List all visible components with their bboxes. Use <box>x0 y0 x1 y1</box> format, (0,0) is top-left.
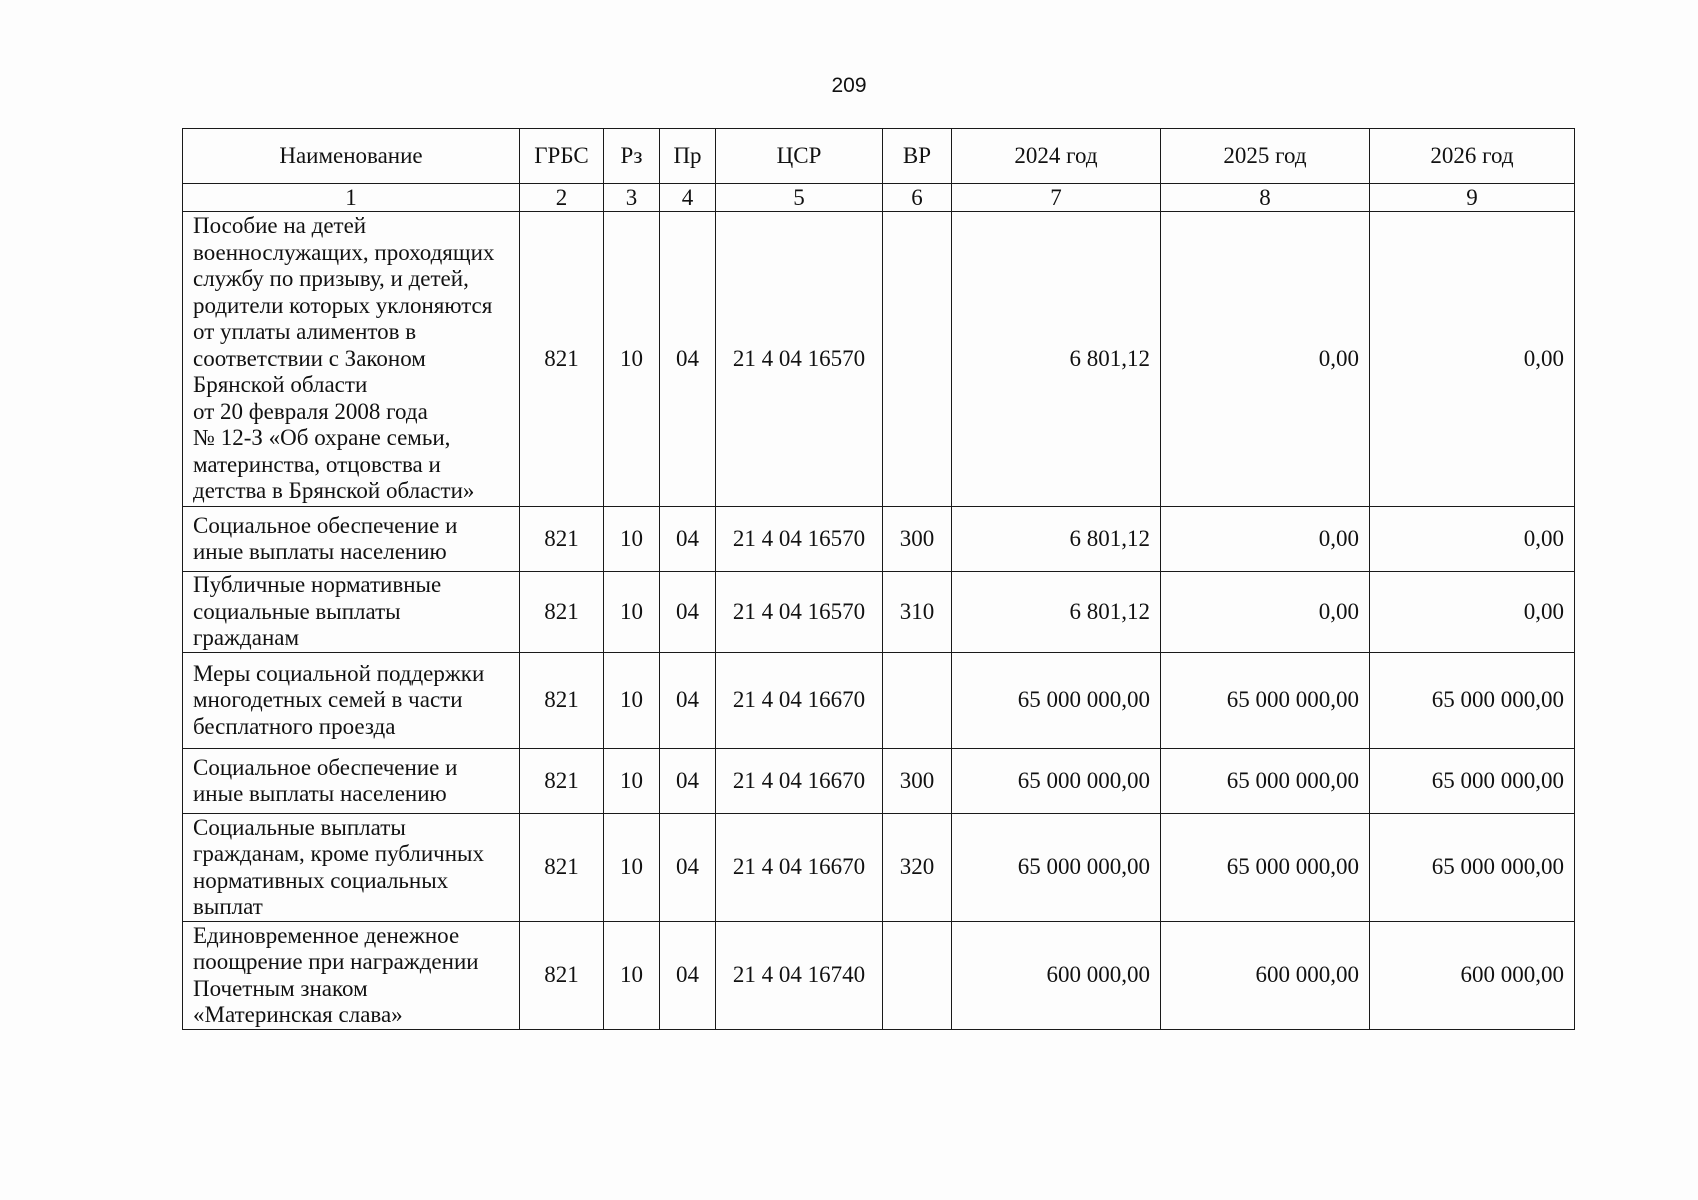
row-2025: 0,00 <box>1161 572 1370 653</box>
row-name <box>183 653 520 749</box>
row-csr: 21 4 04 16570 <box>716 507 883 572</box>
table-row <box>183 814 1575 922</box>
table-row <box>183 653 1575 749</box>
row-2025: 0,00 <box>1161 507 1370 572</box>
column-number: 3 <box>604 184 660 212</box>
column-number: 1 <box>183 184 520 212</box>
header-rz: Рз <box>604 129 660 184</box>
row-name-line: иные выплаты населению <box>193 781 447 806</box>
header-2025: 2025 год <box>1161 129 1370 184</box>
row-2026: 65 000 000,00 <box>1370 814 1575 922</box>
row-name-line: выплат <box>193 894 263 919</box>
row-pr: 04 <box>660 572 716 653</box>
column-number: 4 <box>660 184 716 212</box>
page-number: 209 <box>831 74 867 97</box>
row-name-line: гражданам, кроме публичных <box>193 841 485 866</box>
row-2025: 65 000 000,00 <box>1161 814 1370 922</box>
row-name-line: материнства, отцовства и <box>193 451 441 477</box>
row-name-line: от уплаты алиментов в <box>193 319 417 345</box>
row-2026: 65 000 000,00 <box>1370 749 1575 814</box>
row-2025: 65 000 000,00 <box>1161 749 1370 814</box>
row-rz: 10 <box>604 212 660 507</box>
row-name-line: Брянской области <box>193 372 368 398</box>
row-csr: 21 4 04 16670 <box>716 814 883 922</box>
row-csr: 21 4 04 16740 <box>716 922 883 1030</box>
row-pr: 04 <box>660 507 716 572</box>
row-2024: 6 801,12 <box>952 507 1161 572</box>
row-2026: 600 000,00 <box>1370 922 1575 1030</box>
column-number: 5 <box>716 184 883 212</box>
row-2025: 0,00 <box>1161 212 1370 507</box>
row-name-line: № 12-З «Об охране семьи, <box>193 425 451 451</box>
row-name <box>183 814 520 922</box>
column-number: 8 <box>1161 184 1370 212</box>
row-name-line: Почетным знаком <box>193 975 368 1001</box>
row-2026: 0,00 <box>1370 572 1575 653</box>
row-csr: 21 4 04 16670 <box>716 749 883 814</box>
row-name-line: гражданам <box>193 625 300 651</box>
row-2026: 65 000 000,00 <box>1370 653 1575 749</box>
row-grbs: 821 <box>520 653 604 749</box>
row-name <box>183 749 520 814</box>
row-name <box>183 922 520 1030</box>
row-rz: 10 <box>604 653 660 749</box>
header-pr: Пр <box>660 129 716 184</box>
row-grbs: 821 <box>520 507 604 572</box>
header-2024: 2024 год <box>952 129 1161 184</box>
row-2026: 0,00 <box>1370 507 1575 572</box>
row-vr: 300 <box>883 507 952 572</box>
header-row <box>183 129 1575 184</box>
row-pr: 04 <box>660 814 716 922</box>
header-2026: 2026 год <box>1370 129 1575 184</box>
table-row <box>183 922 1575 1030</box>
row-grbs: 821 <box>520 749 604 814</box>
row-name-line: от 20 февраля 2008 года <box>193 398 428 424</box>
column-number-row <box>183 184 1575 212</box>
table-row <box>183 212 1575 507</box>
row-vr: 320 <box>883 814 952 922</box>
row-name-line: родители которых уклоняются <box>193 292 493 318</box>
row-name-line: службу по призыву, и детей, <box>193 266 469 292</box>
table-row <box>183 749 1575 814</box>
row-pr: 04 <box>660 922 716 1030</box>
row-name <box>183 212 520 507</box>
header-name: Наименование <box>183 129 520 184</box>
row-2026: 0,00 <box>1370 212 1575 507</box>
row-name-line: «Материнская слава» <box>193 1002 403 1027</box>
row-grbs: 821 <box>520 572 604 653</box>
row-rz: 10 <box>604 572 660 653</box>
row-2025: 600 000,00 <box>1161 922 1370 1030</box>
table-row <box>183 507 1575 572</box>
row-name-line: Пособие на детей <box>193 213 367 239</box>
row-name-line: Социальное обеспечение и <box>193 512 458 538</box>
row-grbs: 821 <box>520 212 604 507</box>
header-grbs: ГРБС <box>520 129 604 184</box>
column-number: 9 <box>1370 184 1575 212</box>
row-2024: 6 801,12 <box>952 572 1161 653</box>
header-csr: ЦСР <box>716 129 883 184</box>
row-2025: 65 000 000,00 <box>1161 653 1370 749</box>
row-2024: 65 000 000,00 <box>952 653 1161 749</box>
row-name-line: бесплатного проезда <box>193 713 396 739</box>
row-name-line: соответствии с Законом <box>193 345 426 371</box>
row-name-line: многодетных семей в части <box>193 687 463 713</box>
row-csr: 21 4 04 16570 <box>716 572 883 653</box>
row-pr: 04 <box>660 749 716 814</box>
row-name <box>183 507 520 572</box>
header-vr: ВР <box>883 129 952 184</box>
row-2024: 6 801,12 <box>952 212 1161 507</box>
row-vr <box>883 653 952 749</box>
column-number: 2 <box>520 184 604 212</box>
row-name <box>183 572 520 653</box>
row-2024: 600 000,00 <box>952 922 1161 1030</box>
budget-table <box>182 128 1575 1030</box>
row-2024: 65 000 000,00 <box>952 749 1161 814</box>
row-grbs: 821 <box>520 814 604 922</box>
row-name-line: поощрение при награждении <box>193 949 479 974</box>
row-vr: 310 <box>883 572 952 653</box>
row-grbs: 821 <box>520 922 604 1030</box>
row-name-line: Публичные нормативные <box>193 572 442 598</box>
row-name-line: Единовременное денежное <box>193 922 460 948</box>
row-pr: 04 <box>660 212 716 507</box>
row-vr <box>883 212 952 507</box>
row-2024: 65 000 000,00 <box>952 814 1161 922</box>
table-row <box>183 572 1575 653</box>
row-csr: 21 4 04 16570 <box>716 212 883 507</box>
row-name-line: социальные выплаты <box>193 598 401 624</box>
row-rz: 10 <box>604 922 660 1030</box>
column-number: 7 <box>952 184 1161 212</box>
row-rz: 10 <box>604 749 660 814</box>
row-name-line: Социальное обеспечение и <box>193 754 458 780</box>
row-name-line: Социальные выплаты <box>193 814 406 840</box>
row-vr <box>883 922 952 1030</box>
table-body <box>183 212 1575 1030</box>
row-name-line: нормативных социальных <box>193 867 449 893</box>
row-pr: 04 <box>660 653 716 749</box>
row-name-line: военнослужащих, проходящих <box>193 239 495 265</box>
row-vr: 300 <box>883 749 952 814</box>
row-name-line: Меры социальной поддержки <box>193 660 485 686</box>
column-number: 6 <box>883 184 952 212</box>
row-rz: 10 <box>604 507 660 572</box>
row-rz: 10 <box>604 814 660 922</box>
row-name-line: детства в Брянской области» <box>193 478 475 504</box>
row-name-line: иные выплаты населению <box>193 539 447 564</box>
row-csr: 21 4 04 16670 <box>716 653 883 749</box>
